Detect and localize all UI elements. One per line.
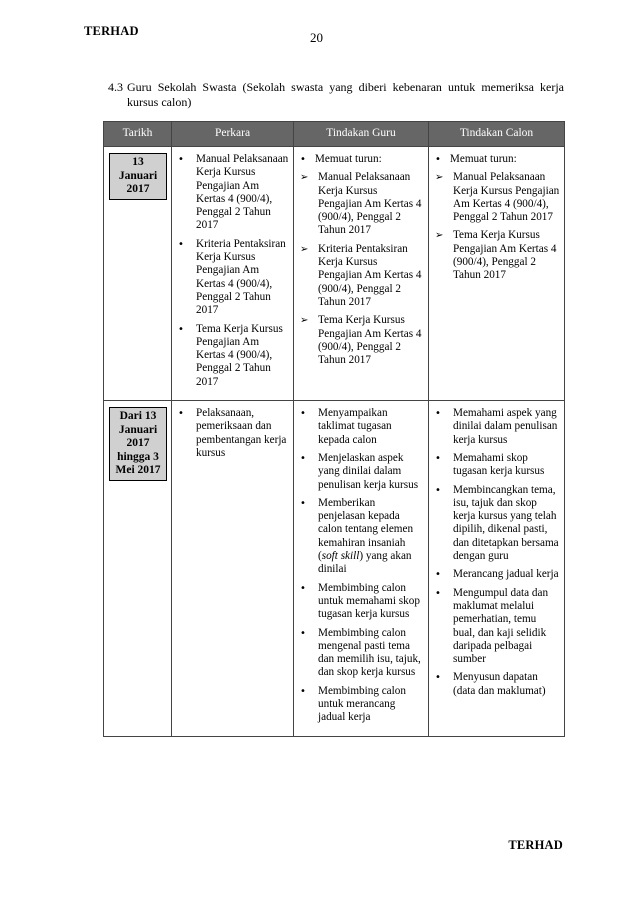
bullet-icon: • xyxy=(435,484,441,496)
section-number: 4.3 xyxy=(108,80,123,94)
bullet-icon: • xyxy=(300,685,306,697)
column-header-tindakan-calon: Tindakan Calon xyxy=(429,122,565,147)
date-line: Januari xyxy=(118,169,158,182)
tindakan-calon-cell xyxy=(429,401,565,737)
list-item: • Membimbing calon mengenal pasti tema dan memilih isu, tajuk, dan skop kerja kursus xyxy=(300,626,421,679)
schedule-table xyxy=(103,121,565,737)
table-row xyxy=(104,401,565,737)
bullet-icon: • xyxy=(300,452,306,464)
list-intro: • Memuat turun: xyxy=(300,153,382,165)
table-header-row xyxy=(104,122,565,147)
bullet-icon: • xyxy=(435,569,441,581)
bullet-icon: • xyxy=(435,452,441,464)
date-line: Januari xyxy=(118,423,158,436)
table-row xyxy=(104,147,565,401)
date-box xyxy=(109,153,167,200)
tindakan-guru-cell xyxy=(294,401,429,737)
list-item: • Membimbing calon untuk memahami skop tugasan kerja kursus xyxy=(300,581,420,621)
list-item: ➢ Manual Pelaksanaan Kerja Kursus Pengajian Am Kertas 4 (900/4), Penggal 2 Tahun 2017 xyxy=(300,171,422,237)
tindakan-guru-cell xyxy=(294,147,429,401)
column-header-tarikh: Tarikh xyxy=(104,122,172,147)
bullet-icon: • xyxy=(300,627,306,639)
bullet-icon: • xyxy=(178,238,184,250)
date-line: Mei 2017 xyxy=(115,464,161,477)
list-item: • Tema Kerja Kursus Pengajian Am Kertas 4 (900/4), Penggal 2 Tahun 2017 xyxy=(178,322,283,388)
arrow-bullet-icon: ➢ xyxy=(435,230,444,242)
bullet-icon: • xyxy=(300,154,306,165)
perkara-cell xyxy=(172,401,294,737)
bullet-icon: • xyxy=(435,408,441,420)
bullet-icon: • xyxy=(178,408,184,420)
perkara-cell xyxy=(172,147,294,401)
list-item: ➢ Tema Kerja Kursus Pengajian Am Kertas 4 (900/4), Penggal 2 Tahun 2017 xyxy=(300,314,422,367)
column-header-perkara: Perkara xyxy=(172,122,294,147)
list-item: • Menyampaikan taklimat tugasan kepada calon xyxy=(300,407,392,446)
list-item: • Manual Pelaksanaan Kerja Kursus Pengajian Am Kertas 4 (900/4), Penggal 2 Tahun 2017 xyxy=(178,153,289,232)
date-line: 2017 xyxy=(126,437,150,450)
list-item: • Membimbing calon untuk merancang jadual kerja xyxy=(300,684,406,724)
column-header-tindakan-guru: Tindakan Guru xyxy=(294,122,429,147)
date-line: hingga 3 xyxy=(117,450,159,463)
header-classification: TERHAD xyxy=(84,24,139,38)
arrow-bullet-icon: ➢ xyxy=(435,172,444,184)
list-item: ➢ Kriteria Pentaksiran Kerja Kursus Pengajian Am Kertas 4 (900/4), Penggal 2 Tahun 2017 xyxy=(300,242,422,308)
arrow-bullet-icon: ➢ xyxy=(300,315,309,327)
italic-term: soft skill xyxy=(321,550,360,563)
date-cell xyxy=(104,401,172,737)
date-line: Dari 13 xyxy=(119,410,157,423)
bullet-icon: • xyxy=(435,154,441,165)
page-number: 20 xyxy=(310,30,323,45)
list-intro: • Memuat turun: xyxy=(435,153,517,165)
bullet-icon: • xyxy=(178,323,184,335)
section-4-3 xyxy=(108,80,564,110)
list-item: • Mengumpul data dan maklumat melalui pemerhatian, temu bual, dan kaji selidik daripada pelbagai sumber xyxy=(435,586,549,666)
list-item: • Merancang jadual kerja xyxy=(435,568,559,581)
list-item: • Pelaksanaan, pemeriksaan dan pembentangan kerja kursus xyxy=(178,407,287,459)
date-line: 13 xyxy=(132,156,144,168)
list-item: • Memahami aspek yang dinilai dalam penulisan kerja kursus xyxy=(435,407,558,446)
bullet-icon: • xyxy=(300,582,306,594)
date-box xyxy=(109,407,167,481)
list-item: • Memahami skop tugasan kerja kursus xyxy=(435,451,545,478)
list-item: • Membincangkan tema, isu, tajuk dan skop kerja kursus yang telah dipilih, dikenal pasti, dan ditetapkan bersama dengan guru xyxy=(435,483,559,563)
bullet-icon: • xyxy=(300,408,306,420)
list-item: ➢ Manual Pelaksanaan Kerja Kursus Pengajian Am Kertas 4 (900/4), Penggal 2 Tahun 2017 xyxy=(435,171,560,224)
bullet-icon: • xyxy=(178,154,184,165)
bullet-icon: • xyxy=(300,497,306,509)
arrow-bullet-icon: ➢ xyxy=(300,243,309,255)
date-cell xyxy=(104,147,172,401)
list-item: • Menyusun dapatan (data dan maklumat) xyxy=(435,671,546,697)
tindakan-calon-cell xyxy=(429,147,565,401)
bullet-icon: • xyxy=(435,587,441,599)
footer-classification: TERHAD xyxy=(508,838,563,852)
list-item: • Memberikan penjelasan kepada calon tentang elemen kemahiran insaniah (soft skill) yang akan dinilai xyxy=(300,496,414,576)
arrow-bullet-icon: ➢ xyxy=(300,172,309,184)
list-item: • Menjelaskan aspek yang dinilai dalam penulisan kerja kursus xyxy=(300,451,419,491)
bullet-icon: • xyxy=(435,672,441,684)
date-line: 2017 xyxy=(126,183,150,195)
list-item: • Kriteria Pentaksiran Kerja Kursus Pengajian Am Kertas 4 (900/4), Penggal 2 Tahun 2017 xyxy=(178,237,286,317)
section-text: Guru Sekolah Swasta (Sekolah swasta yang diberi kebenaran untuk memeriksa kerja kursus calon) xyxy=(127,80,564,109)
list-item: ➢ Tema Kerja Kursus Pengajian Am Kertas 4 (900/4), Penggal 2 Tahun 2017 xyxy=(435,229,557,282)
